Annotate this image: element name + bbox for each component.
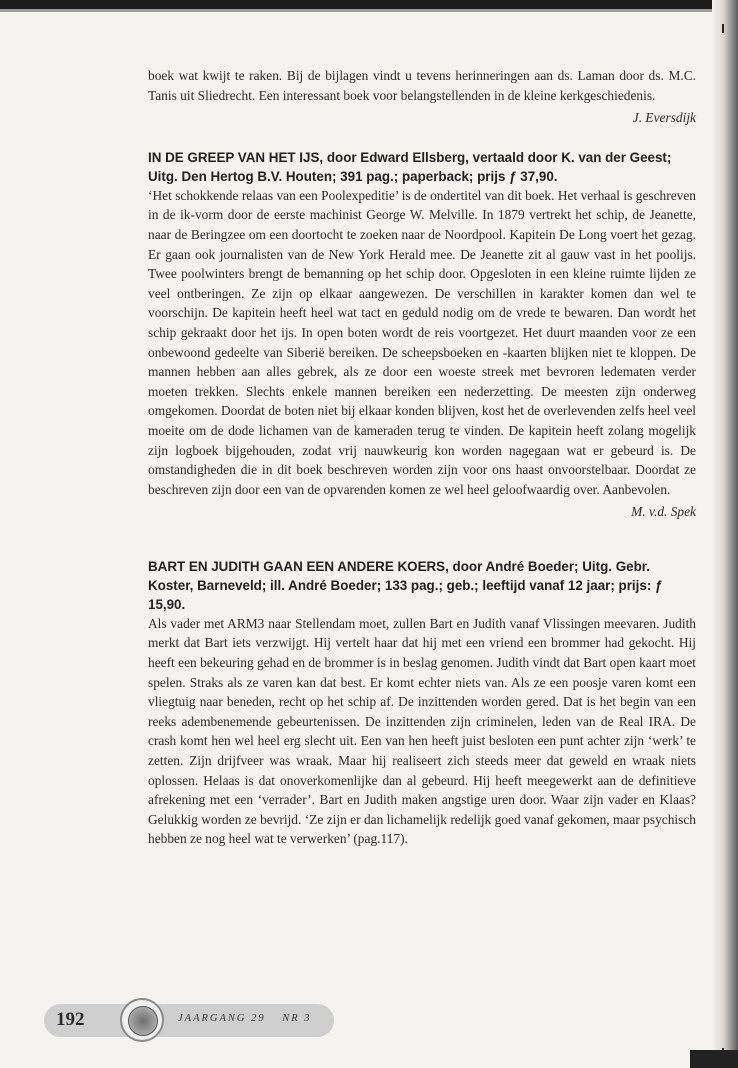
journal-issue-label <box>178 1013 324 1024</box>
review-body: Als vader met ARM3 naar Stellendam moet, zullen Bart en Judith vanaf Vlissingen meevaren. Judith merkt dat Bart iets verzwijgt. Hij vertelt haar dat hij met een vriend een brommer had gekocht. Hij heeft een bekeuring gehad en de brommer is in beslag genomen. Judith vindt dat Bart open kaart moet spelen. Straks als ze varen kan dat best. Er komt echter niets van. Als ze een poosje varen komt een vliegtuig naar beneden, recht op het schip af. De inzittenden worden gered. Dat is het begin van een reeks adembenemende gebeurtenissen. De inzittenden zijn criminelen, leden van de Real IRA. De crash komt hen wel heel erg slecht uit. Een van hen heeft juist besloten een punt achter zijn ‘werk’ te zetten. Zijn drijfveer was wraak. Maar hij realiseert zich steeds meer dat geweld en wraak niets oplossen. Helaas is dat onoverkomenlijke dan al gebeurd. Hij heeft meegewerkt aan de definitieve afrekening met een ‘verrader’. Bart en Judith maken angstige uren door. Waar zijn vader en Klaas? Gelukkig worden ze bevrijd. ‘Ze zijn er dan lichamelijk redelijk goed vanaf gekomen, maar psychisch hebben ze nog heel wat te verwerken’ (pag.117). <box>148 615 696 847</box>
review-column <box>148 66 696 849</box>
section-spacer <box>148 128 696 148</box>
review-title: IN DE GREEP VAN HET IJS, door Edward Ellsberg, vertaald door K. van der Geest; Uitg. Den Hertog B.V. Houten; 391 pag.; paperback; prijs ƒ 37,90. <box>148 149 672 184</box>
review-body: ‘Het schokkende relaas van een Poolexpeditie’ is de ondertitel van dit boek. Het verhaal is geschreven in de ik-vorm door de eerste machinist George W. Melville. In 1879 vertrekt het schip, de Jeanette, naar de Beringzee om een doortocht te zoeken naar de Noordpool. Kapitein De Long voert het gezag. Er gaan ook journalisten van de New York Herald mee. De Jeanette zit al gauw vast in het poolijs. Twee poolwinters brengt de bemanning op het schip door. Opgesloten in een kleine ruimte lijden ze veel ontberingen. Ze zijn op elkaar aangewezen. De verschillen in karakter komen dan wel te voorschijn. De kapitein heeft heel wat tact en geduld nodig om de vrede te bewaren. Dan wordt het schip gekraakt door het ijs. In open boten wordt de reis voortgezet. Het duurt maanden voor ze een onbewoond gedeelte van Siberië bereiken. De scheepsboeken en -kaarten blijken niet te kloppen. De mannen hebben aan alles gebrek, als ze door een woeste streek met bevroren ledematen verder moeten trekken. Slechts enkele mannen bereiken een nederzetting. De meesten zijn onderweg omgekomen. Doordat de boten niet bij elkaar konden blijven, kost het de overlevenden zelfs heel veel moeite om de dode lichamen van de kameraden terug te vinden. De kapitein heeft zolang mogelijk zijn logboek bijgehouden, zodat vrij nauwkeurig kon worden nagegaan wat er gebeurd is. De omstandigheden die in dit boek beschreven worden zijn voor ons haast onvoorstelbaar. Doordat ze beschreven zijn door een van de opvarenden komen ze wel heel geloofwaardig over. Aanbevolen. <box>148 187 696 497</box>
page-number: 192 <box>56 1009 85 1030</box>
journal-seal-icon <box>120 998 164 1042</box>
crop-mark-top <box>722 24 724 33</box>
top-border-rule <box>0 0 738 9</box>
review-in-de-greep <box>148 148 696 522</box>
volume-label: JAARGANG 29 <box>178 1013 266 1024</box>
page-right-edge <box>712 0 738 1068</box>
review-continuation <box>148 66 696 128</box>
issue-label: NR 3 <box>282 1013 312 1024</box>
section-spacer <box>148 522 696 557</box>
top-border-shadow <box>0 9 738 12</box>
reviewer-signature: J. Eversdijk <box>632 110 696 126</box>
seal-emblem-icon <box>128 1006 158 1036</box>
page-footer <box>44 1000 342 1042</box>
reviewer-signature: M. v.d. Spek <box>631 504 696 520</box>
review-title: BART EN JUDITH GAAN EEN ANDERE KOERS, door André Boeder; Uitg. Gebr. Koster, Barneveld; ill. André Boeder; 133 pag.; geb.; leeftijd vanaf 12 jaar; prijs: ƒ 15,90. <box>148 558 663 612</box>
review-bart-en-judith <box>148 557 696 849</box>
review-body: boek wat kwijt te raken. Bij de bijlagen vindt u tevens herinneringen aan ds. Laman door ds. M.C. Tanis uit Sliedrecht. Een interessant boek voor belangstellenden in de kleine kerkgeschiedenis. <box>148 68 696 103</box>
page-corner-shadow <box>690 1050 738 1068</box>
